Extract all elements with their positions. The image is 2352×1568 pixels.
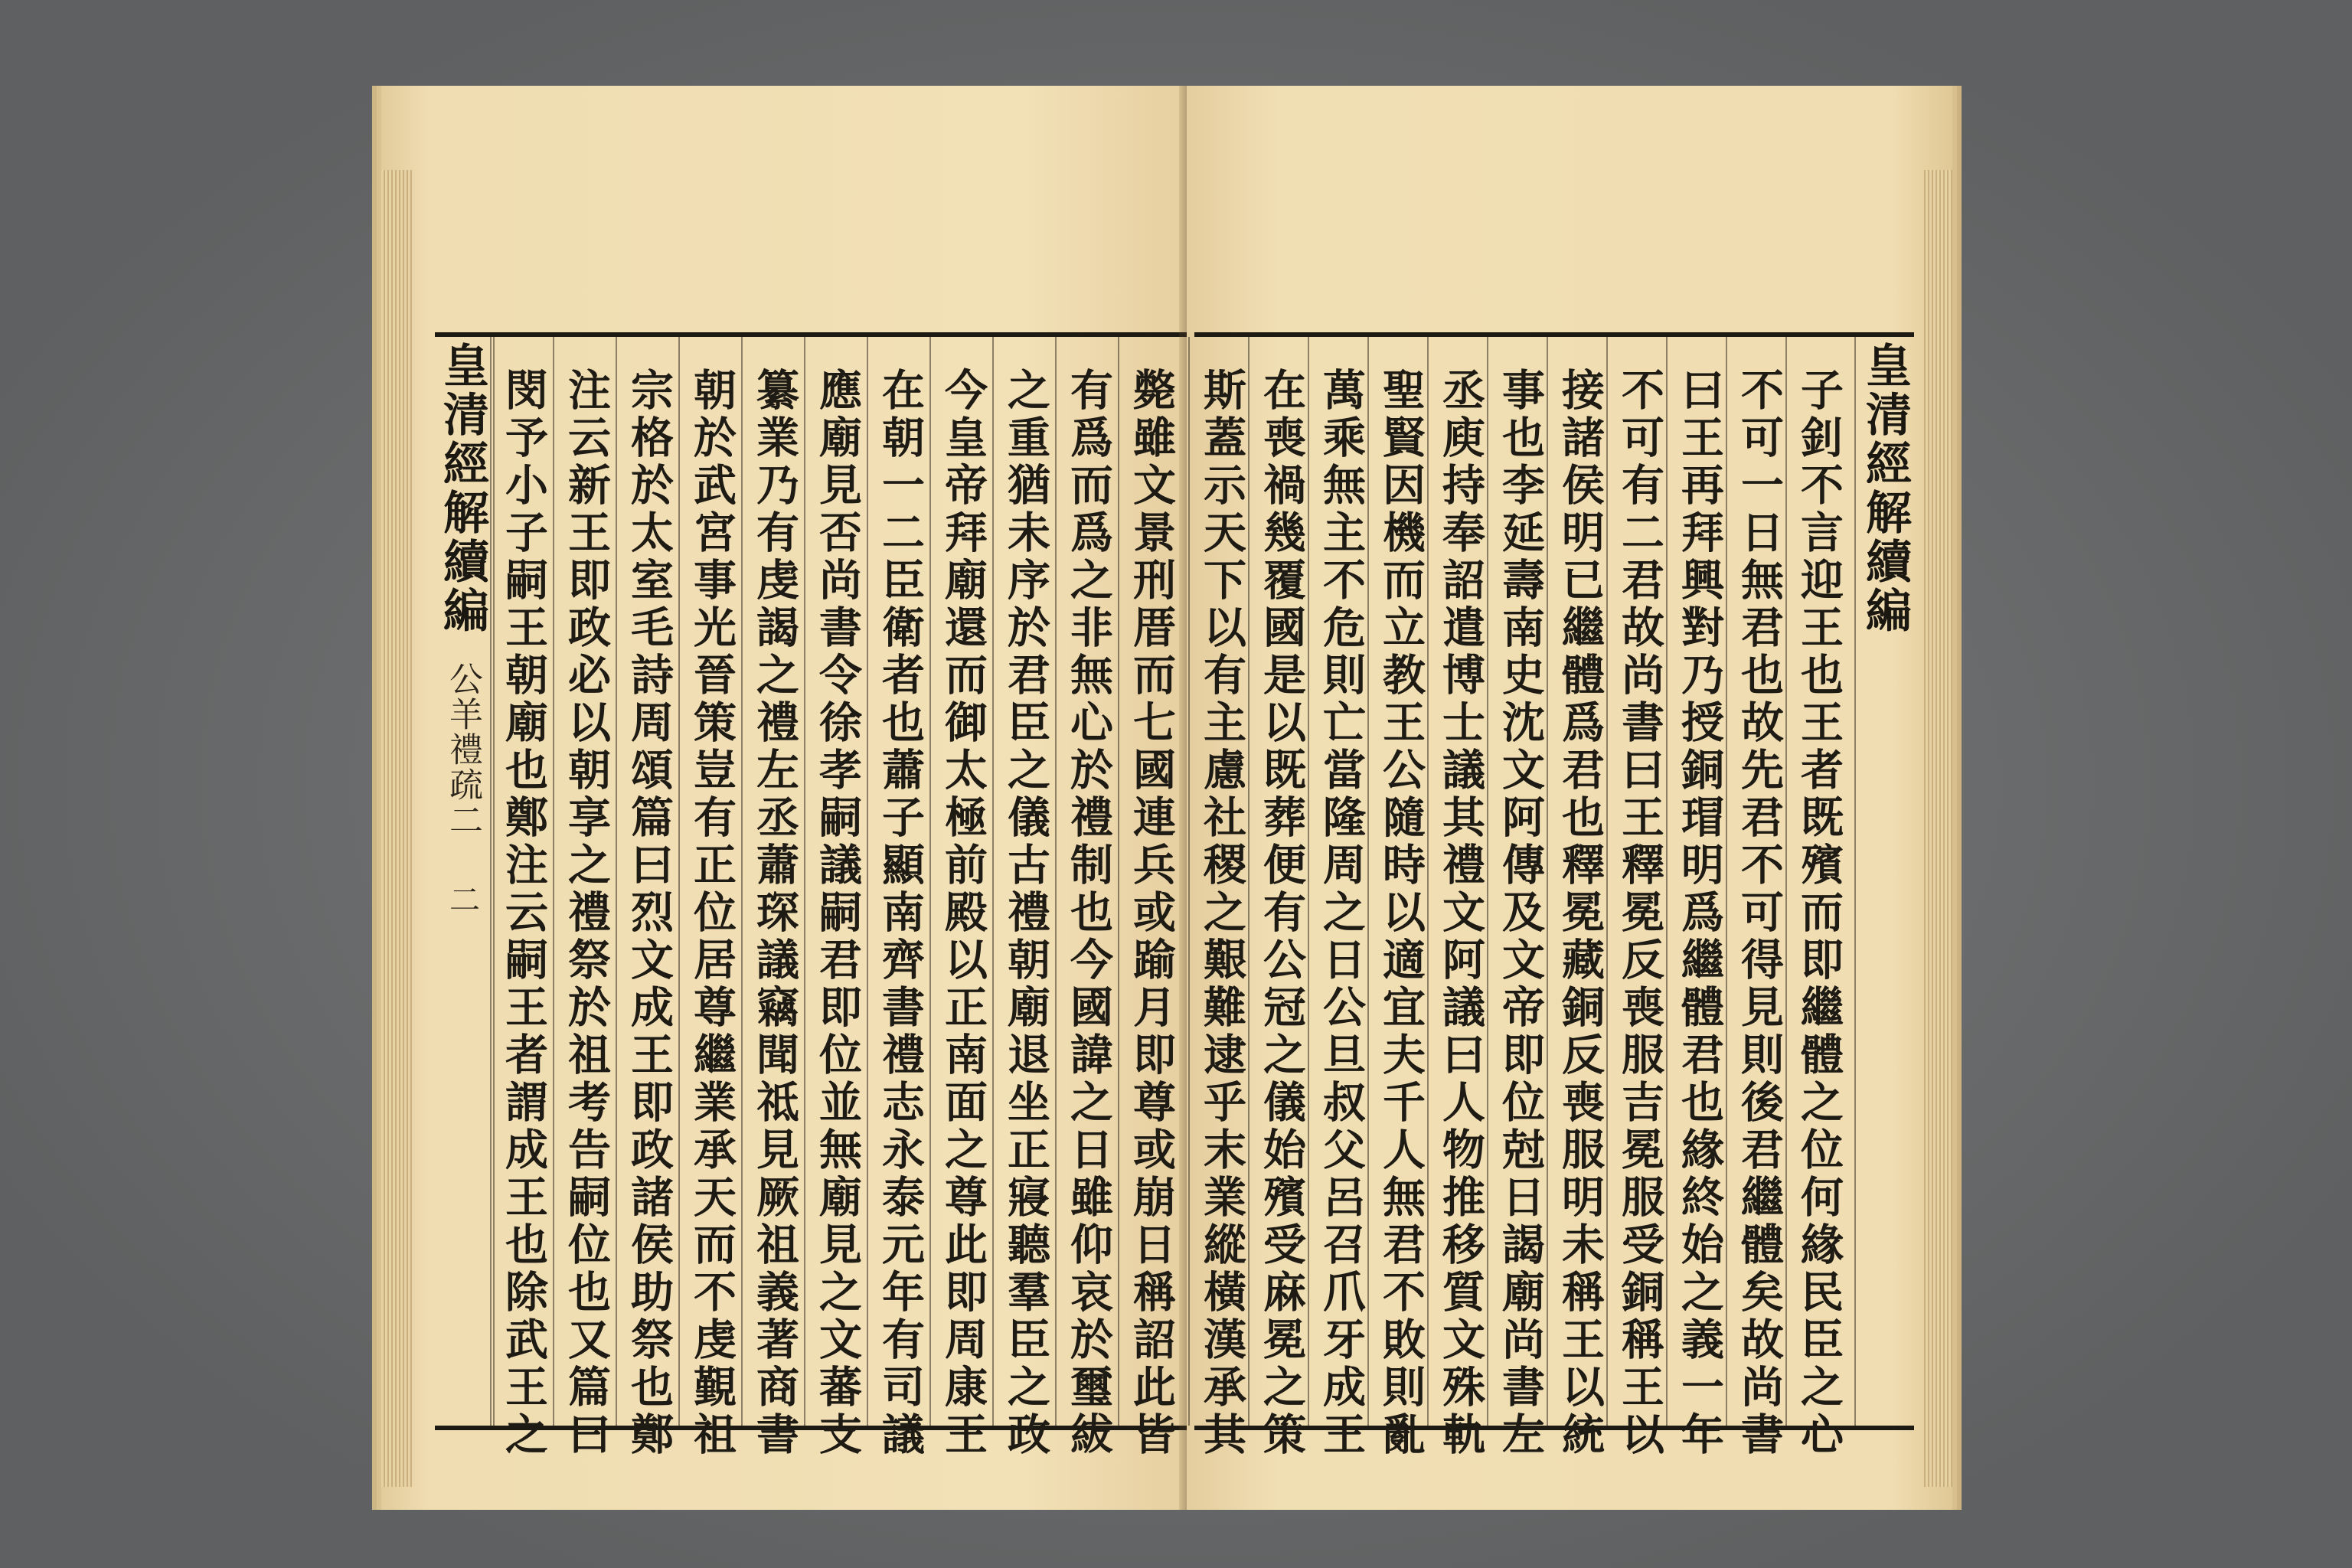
left-text-column bbox=[622, 368, 677, 1459]
left-text-frame bbox=[435, 332, 1187, 1459]
column-rule bbox=[490, 337, 492, 1426]
right-column-text: 在喪禍幾覆國是以既葬便有公冠之儀始殯受麻冕之策 bbox=[1256, 368, 1307, 1459]
right-column-text: 事也李延壽南史沈文阿傳及文帝即位尅日謁廟尚書左 bbox=[1495, 368, 1546, 1459]
left-page-edges bbox=[381, 170, 412, 1487]
right-page bbox=[1187, 86, 1952, 1510]
right-text-column bbox=[1553, 368, 1608, 1459]
right-column-text: 聖賢因機而立教王公隨時以適宜夫千人無君不敗則亂 bbox=[1376, 368, 1426, 1459]
column-rule bbox=[493, 337, 495, 1426]
right-text-frame bbox=[1194, 332, 1914, 1459]
left-text-column bbox=[496, 368, 551, 1459]
right-margin-title: 皇清經解續編 bbox=[1858, 341, 1912, 635]
left-text-column bbox=[747, 368, 802, 1459]
left-column-text: 朝於武宮事光晉策豈有正位居尊繼業承天而不虔覲祖 bbox=[687, 368, 737, 1459]
left-column-text: 應廟見否尚書令徐孝嗣議嗣君即位並無廟見之文蕃支 bbox=[812, 368, 863, 1459]
left-text-column bbox=[1061, 368, 1116, 1459]
right-text-column bbox=[1314, 368, 1369, 1459]
right-text-column bbox=[1374, 368, 1429, 1459]
right-column-text: 接諸侯明已繼體爲君也釋冕藏銅反喪服明未稱王以統 bbox=[1555, 368, 1606, 1459]
column-rule bbox=[1055, 337, 1057, 1426]
left-margin-column bbox=[435, 337, 490, 1426]
column-rule bbox=[741, 337, 743, 1426]
right-column-text: 不可有二君故尚書曰王釋冕反喪服吉冕服受銅稱王以 bbox=[1615, 368, 1665, 1459]
right-text-column bbox=[1254, 368, 1309, 1459]
left-column-text: 宗格於太室毛詩周頌篇曰烈文成王即政諸侯助祭也鄭 bbox=[624, 368, 675, 1459]
left-text-column bbox=[684, 368, 740, 1459]
column-rule bbox=[992, 337, 994, 1426]
column-rule bbox=[929, 337, 931, 1426]
right-column-text: 萬乘無主不危則亡當隆周之日公旦叔父呂召爪牙成王 bbox=[1316, 368, 1367, 1459]
left-margin-folio: 二 bbox=[444, 884, 480, 914]
column-rule bbox=[867, 337, 868, 1426]
right-column-text: 丞庾持奉詔遣博士議其禮文阿議曰人物推移質文殊軌 bbox=[1436, 368, 1486, 1459]
left-margin-title: 皇清經解續編 bbox=[436, 341, 489, 635]
column-rule bbox=[616, 337, 617, 1426]
column-rule bbox=[804, 337, 805, 1426]
right-text-column bbox=[1612, 368, 1668, 1459]
right-margin-column bbox=[1857, 337, 1913, 1426]
left-text-column bbox=[1124, 368, 1179, 1459]
left-column-text: 纂業乃有虔謁之禮左丞蕭琛議竊聞祗見厥祖義著商書 bbox=[750, 368, 800, 1459]
right-text-column bbox=[1493, 368, 1548, 1459]
column-rule bbox=[1118, 337, 1119, 1426]
left-text-column bbox=[810, 368, 865, 1459]
open-book bbox=[366, 86, 1958, 1510]
left-page bbox=[381, 86, 1187, 1510]
column-rule bbox=[1854, 337, 1856, 1426]
left-column-text: 今皇帝拜廟還而御太極前殿以正南面之尊此即周康王 bbox=[938, 368, 988, 1459]
left-text-column bbox=[559, 368, 614, 1459]
right-text-column bbox=[1732, 368, 1787, 1459]
right-text-column bbox=[1433, 368, 1488, 1459]
left-column-text: 閔予小子嗣王朝廟也鄭注云嗣王者謂成王也除武王之 bbox=[498, 368, 549, 1459]
right-column-text: 曰王再拜興對乃授銅瑁明爲繼體君也緣終始之義一年 bbox=[1674, 368, 1725, 1459]
left-column-text: 有爲而爲之非無心於禮制也今國諱之日雖仰哀於璽紱 bbox=[1063, 368, 1114, 1459]
right-text-column bbox=[1194, 368, 1250, 1459]
right-text-column bbox=[1792, 368, 1847, 1459]
left-column-text: 注云新王即政必以朝享之禮祭於祖考告嗣位也又篇曰 bbox=[561, 368, 612, 1459]
right-column-text: 斯蓋示天下以有主慮社稷之艱難逮乎末業縱橫漢承其 bbox=[1197, 368, 1247, 1459]
right-page-edges bbox=[1922, 170, 1952, 1487]
column-rule bbox=[553, 337, 554, 1426]
left-text-column bbox=[998, 368, 1054, 1459]
right-column-text: 不可一日無君也故先君不可得見則後君繼體矣故尚書 bbox=[1734, 368, 1785, 1459]
column-rule bbox=[678, 337, 680, 1426]
column-rule bbox=[1188, 337, 1190, 1426]
left-column-text: 在朝一二臣衛者也蕭子顯南齊書禮志永泰元年有司議 bbox=[875, 368, 926, 1459]
left-column-text: 之重猶未序於君臣之儀古禮朝廟退坐正寢聽羣臣之政 bbox=[1001, 368, 1051, 1459]
left-text-column bbox=[873, 368, 928, 1459]
left-column-text: 斃雖文景刑厝而七國連兵或踰月即尊或崩日稱詔此皆 bbox=[1126, 368, 1177, 1459]
right-text-column bbox=[1672, 368, 1727, 1459]
left-margin-section: 公羊禮疏二 bbox=[443, 662, 482, 838]
left-text-column bbox=[936, 368, 991, 1459]
right-column-text: 子釗不言迎王也王者既殯而即繼體之位何緣民臣之心 bbox=[1794, 368, 1844, 1459]
